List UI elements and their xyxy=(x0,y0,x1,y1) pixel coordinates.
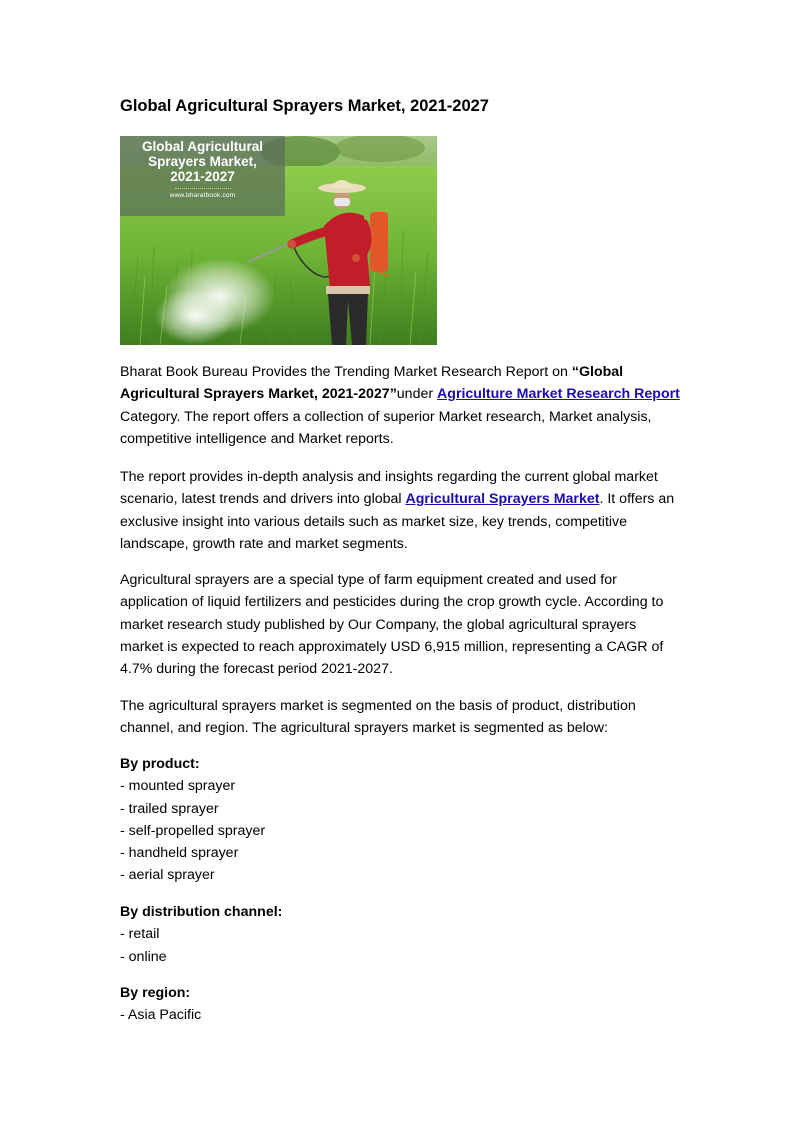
report-name: “Global Agricultural Sprayers Market, 2021-2027” xyxy=(120,364,624,403)
analysis-paragraph xyxy=(120,466,680,555)
hero-overlay-title: Global Agricultural Sprayers Market, 2021-2027 xyxy=(141,139,263,184)
list-item: - retail xyxy=(120,926,160,943)
hero-overlay xyxy=(120,136,285,216)
intro-text-under: under xyxy=(396,386,438,403)
analysis-text-rest: . It offers an exclusive insight into various details such as market size, key trends, competitive landscape, growth rate and market segments. xyxy=(120,491,675,552)
list-item: - self-propelled sprayer xyxy=(120,822,266,839)
segmentation-paragraph: The agricultural sprayers market is segmented on the basis of product, distribution channel, and region. The agricultural sprayers market is segmented as below: xyxy=(120,698,636,737)
list-item: - trailed sprayer xyxy=(120,800,219,817)
segment-channel xyxy=(120,901,680,968)
category-link[interactable]: Agriculture Market Research Report xyxy=(437,386,680,403)
page-title: Global Agricultural Sprayers Market, 2021-2027 xyxy=(120,97,489,115)
segment-region xyxy=(120,982,680,1027)
list-item: - aerial sprayer xyxy=(120,867,215,884)
analysis-text: The report provides in-depth analysis and insights regarding the current global market scenario, latest trends and drivers into global xyxy=(120,469,658,508)
intro-text-rest: Category. The report offers a collection of superior Market research, Market analysis, competitive intelligence and Market reports. xyxy=(120,408,652,447)
list-item: - online xyxy=(120,948,167,965)
segment-product xyxy=(120,753,680,887)
list-item: - handheld sprayer xyxy=(120,845,239,862)
segment-region-heading: By region: xyxy=(120,985,191,1001)
hero-overlay-url: www.bharatbook.com xyxy=(169,192,236,199)
hero-image xyxy=(120,136,437,345)
segment-product-heading: By product: xyxy=(120,756,200,772)
intro-paragraph xyxy=(120,361,680,450)
segment-channel-heading: By distribution channel: xyxy=(120,904,283,920)
definition-paragraph: Agricultural sprayers are a special type of farm equipment created and used for application of liquid fertilizers and pesticides during the crop growth cycle. According to market research study published by Our Company, the global agricultural sprayers market is expected to reach approximately USD 6,915 million, representing a CAGR of 4.7% during the forecast period 2021-2027. xyxy=(120,572,664,678)
hero-overlay-divider xyxy=(175,188,231,189)
market-link[interactable]: Agricultural Sprayers Market xyxy=(405,491,600,508)
intro-text: Bharat Book Bureau Provides the Trending Market Research Report on xyxy=(120,364,572,380)
list-item: - Asia Pacific xyxy=(120,1007,202,1024)
list-item: - mounted sprayer xyxy=(120,778,236,795)
